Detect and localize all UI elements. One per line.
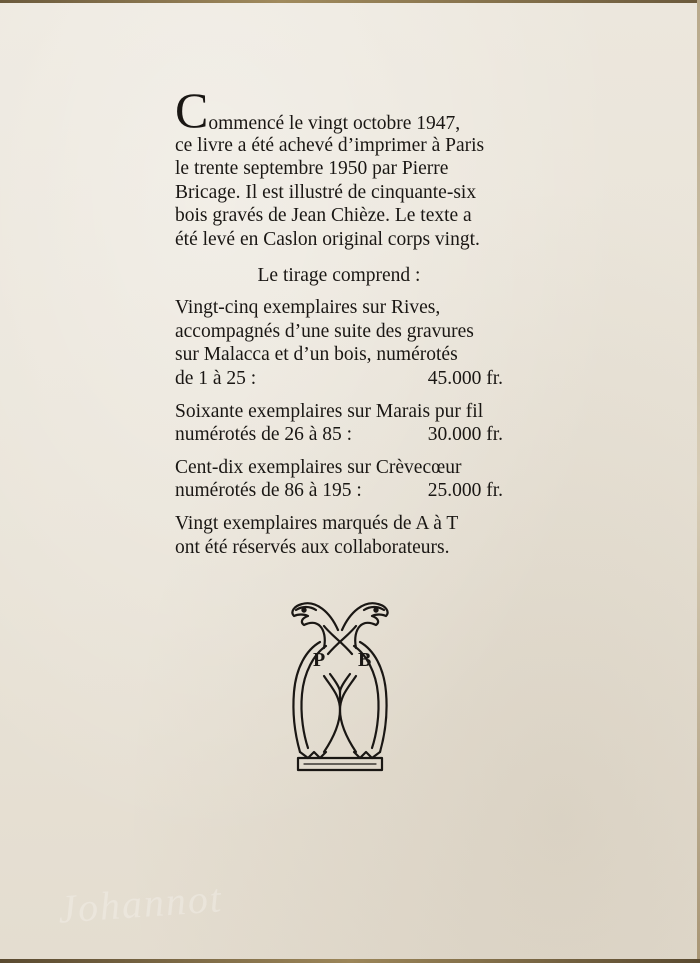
- line-text: Cent-dix exemplaires sur Crèvecœur: [175, 456, 462, 478]
- reserved-copies: [175, 512, 503, 559]
- line-text: sur Malacca et d’un bois, numérotés: [175, 344, 458, 366]
- colophon-line-6: [175, 228, 503, 252]
- price: 45.000 fr.: [427, 367, 503, 389]
- printer-mark-letter-b: B: [358, 649, 372, 671]
- line-text: ce livre a été achevé d’imprimer à Paris: [175, 134, 485, 156]
- tirage-heading: [175, 264, 503, 288]
- colophon-line-1: [175, 82, 503, 138]
- edition-line: [175, 320, 503, 344]
- colophon-line-2: [175, 134, 503, 158]
- line-text: le trente septembre 1950 par Pierre: [175, 158, 449, 180]
- page-edge-bottom: [0, 959, 700, 963]
- price: 30.000 fr.: [427, 424, 503, 446]
- edition-price-line: [175, 479, 503, 503]
- edition-line: [175, 343, 503, 367]
- line-text: ont été réservés aux collaborateurs.: [175, 536, 450, 558]
- line-text: été levé en Caslon original corps vingt.: [175, 228, 480, 250]
- paper-watermark: Johannot: [56, 875, 225, 932]
- reserved-line: [175, 536, 503, 560]
- edition-rives: [175, 296, 503, 390]
- page-edge-top: [0, 0, 700, 3]
- line-text: accompagnés d’une suite des gravures: [175, 320, 474, 342]
- tirage-heading-block: [175, 264, 503, 288]
- line-text: ommencé le vingt octobre 1947,: [208, 113, 461, 134]
- edition-price-line: [175, 367, 503, 391]
- edition-line: [175, 296, 503, 320]
- numbering-label: de 1 à 25 :: [175, 367, 257, 389]
- heading-text: Le tirage comprend :: [257, 264, 421, 286]
- printer-mark-letter-p: P: [313, 649, 326, 671]
- edition-line: [175, 456, 503, 480]
- numbering-label: numérotés de 86 à 195 :: [175, 480, 362, 502]
- edition-crevecoeur: [175, 456, 503, 503]
- colophon-line-5: [175, 204, 503, 228]
- colophon-paragraph-1: [175, 82, 503, 252]
- colophon-text: [175, 82, 503, 571]
- line-text: Soixante exemplaires sur Marais pur fil: [175, 400, 484, 422]
- colophon-line-4: [175, 181, 503, 205]
- printer-mark-eagles-icon: [280, 592, 400, 778]
- edition-line: [175, 400, 503, 424]
- numbering-label: numérotés de 26 à 85 :: [175, 424, 353, 446]
- price: 25.000 fr.: [427, 480, 503, 502]
- edition-price-line: [175, 423, 503, 447]
- line-text: Bricage. Il est illustré de cinquante-six: [175, 181, 477, 203]
- reserved-line: [175, 512, 503, 536]
- drop-cap: C: [175, 82, 208, 138]
- edition-marais: [175, 400, 503, 447]
- colophon-line-3: [175, 157, 503, 181]
- line-text: bois gravés de Jean Chièze. Le texte a: [175, 205, 472, 227]
- line-text: Vingt exemplaires marqués de A à T: [175, 512, 459, 534]
- line-text: Vingt-cinq exemplaires sur Rives,: [175, 297, 441, 319]
